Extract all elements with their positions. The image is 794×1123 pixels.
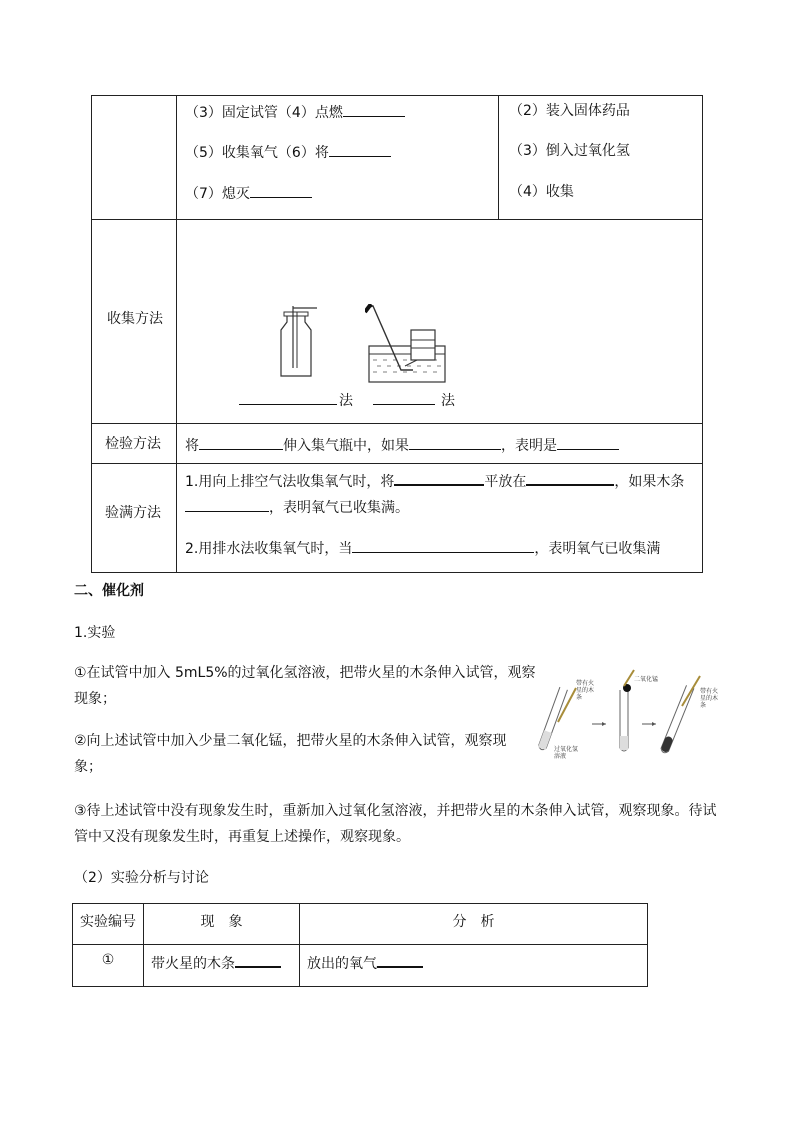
step-3-line-b: 管中又没有现象发生时，再重复上述操作，观察现象。 (74, 829, 410, 845)
blank (250, 183, 312, 198)
header-experiment-no: 实验编号 (73, 904, 144, 945)
blank (185, 497, 269, 512)
water-trough-diagram (365, 304, 451, 384)
figure-label-mno2: 二氧化锰 (634, 676, 659, 683)
test-text: 将 伸入集气瓶中，如果 ，表明是 (185, 435, 619, 455)
blank (235, 952, 281, 968)
row-number: ① (73, 945, 144, 987)
step-2-line-a: ②向上述试管中加入少量二氧化锰，把带火星的木条伸入试管，观察现 (74, 733, 507, 749)
full-label: 验满方法 (105, 505, 161, 521)
collect-label: 收集方法 (107, 311, 163, 327)
step-right-2: （2）装入固体药品 (509, 103, 630, 119)
sub-heading-analysis: （2）实验分析与讨论 (74, 870, 209, 886)
test-text-cell (177, 424, 703, 464)
blank (394, 470, 484, 486)
blank (352, 538, 534, 553)
steps-left-cell (177, 96, 499, 220)
step-right-3: （3）倒入过氧化氢 (509, 143, 630, 159)
full-label-cell (92, 464, 177, 573)
blank (343, 102, 405, 117)
gas-collecting-bottle-diagram (271, 306, 319, 378)
blank (377, 952, 423, 968)
header-phenomenon: 现 象 (144, 904, 300, 945)
top-table (91, 95, 703, 573)
top-left-empty (92, 96, 177, 220)
blank (557, 435, 619, 450)
full-text-1b: ，表明氧气已收集满。 (185, 497, 409, 517)
steps-right-cell (499, 96, 703, 220)
full-text-cell (177, 464, 703, 573)
collect-method-2: 法 (373, 390, 455, 410)
figure-label-splint-2: 带有火星的木条 (700, 688, 719, 709)
collect-figure-cell (177, 220, 703, 424)
blank (239, 390, 337, 405)
step-right-4: （4）收集 (509, 184, 574, 200)
step-1-line-b: 现象； (74, 691, 116, 707)
step-1-line-a: ①在试管中加入 5mL5%的过氧化氢溶液，把带火星的木条伸入试管，观察 (74, 665, 536, 681)
header-analysis: 分 析 (300, 904, 648, 945)
step-5-6: （5）收集氧气（6）将 (185, 142, 391, 162)
step-2-line-b: 象； (74, 759, 102, 775)
full-text-1: 1.用向上排空气法收集氧气时，将 平放在 ，如果木条 (185, 470, 684, 491)
collect-label-cell (92, 220, 177, 424)
test-label-cell (92, 424, 177, 464)
step-3-4: （3）固定试管（4）点燃 (185, 102, 405, 122)
blank (526, 470, 614, 486)
row-phenomenon: 带火星的木条 (144, 945, 300, 987)
collect-method-1: 法 (239, 390, 353, 410)
row-analysis: 放出的氧气 (300, 945, 648, 987)
full-text-2: 2.用排水法收集氧气时，当 ，表明氧气已收集满 (185, 538, 660, 558)
test-label: 检验方法 (105, 436, 161, 452)
sub-heading-experiment: 1.实验 (74, 625, 116, 641)
step-7: （7）熄灭 (185, 183, 312, 203)
blank (199, 435, 283, 450)
blank (329, 142, 391, 157)
section-heading: 二、催化剂 (74, 583, 144, 599)
step-3-line-a: ③待上述试管中没有现象发生时，重新加入过氧化氢溶液，并把带火星的木条伸入试管，观察现象。待试 (74, 803, 717, 819)
figure-label-h2o2: 过氧化氢溶液 (554, 746, 579, 760)
analysis-table (72, 903, 648, 987)
experiment-figure (536, 666, 726, 766)
table-row (73, 945, 648, 987)
figure-label-splint-1: 带有火星的木条 (576, 680, 595, 701)
blank (409, 435, 501, 450)
blank (373, 390, 435, 405)
